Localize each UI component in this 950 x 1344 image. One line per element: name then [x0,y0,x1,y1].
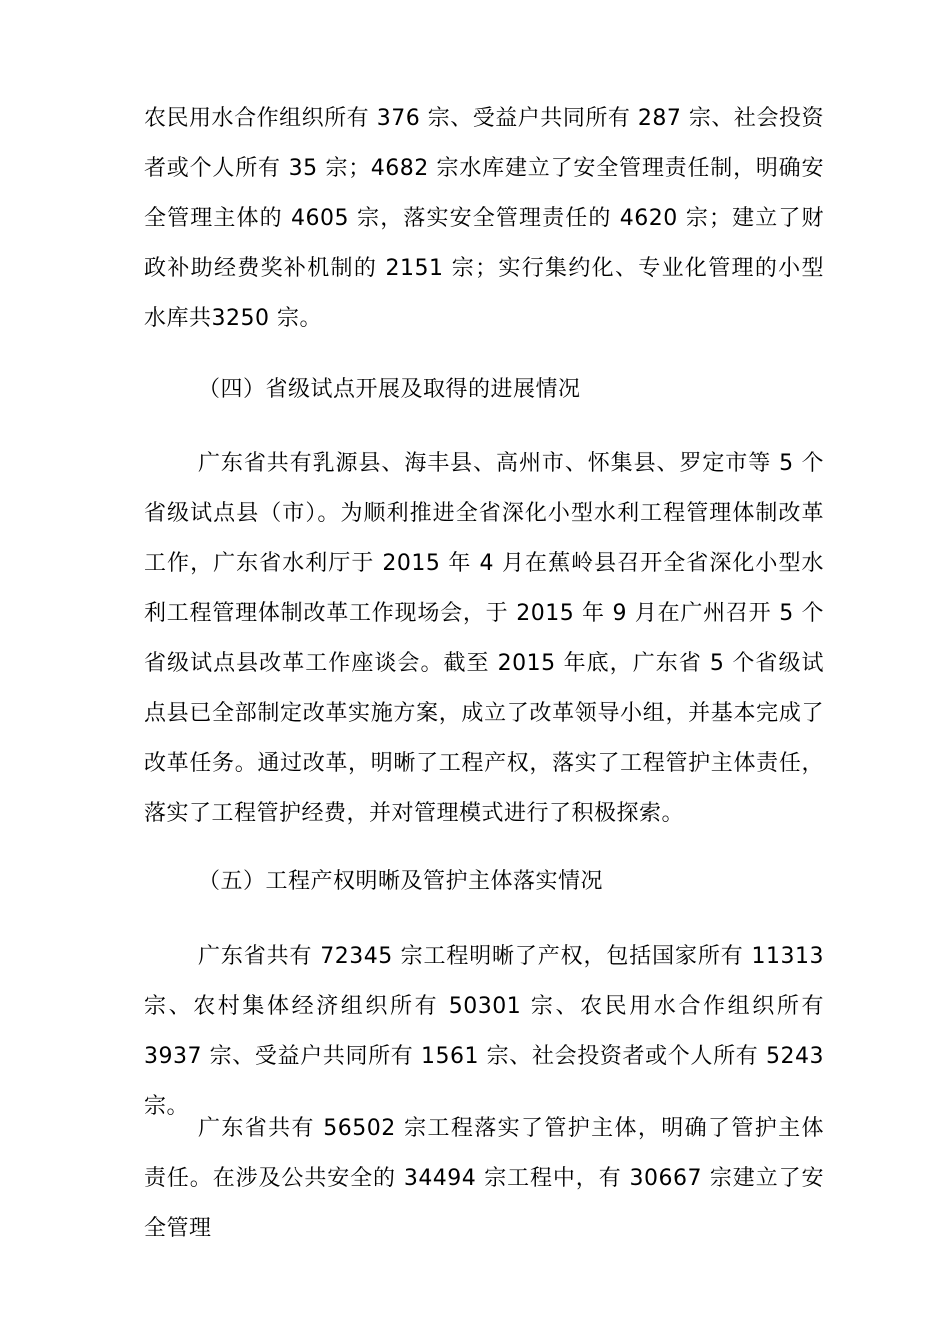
paragraph-pilot-progress [144,439,824,839]
paragraph-continued [144,94,824,344]
paragraph-property-rights [144,932,824,1132]
paragraph-text: 广东省共有 72345 宗工程明晰了产权，包括国家所有 11313 宗、农村集体经济组织所有 50301 宗、农民用水合作组织所有 3937 宗、受益户共同所有 1561 宗、社会投资者或个人所有 5243 宗。 [144,944,824,1119]
paragraph-text: 广东省共有乳源县、海丰县、高州市、怀集县、罗定市等 5 个省级试点县（市）。为顺利推进全省深化小型水利工程管理体制改革工作，广东省水利厅于 2015 年 4 月在蕉岭县召开全省深化小型水利工程管理体制改革工作现场会，于 2015 年 9 月在广州召开 5 个省级试点县改革工作座谈会。截至 2015 年底，广东省 5 个省级试点县已全部制定改革实施方案，成立了改革领导小组，并基本完成了改革任务。通过改革，明晰了工程产权，落实了工程管护主体责任，落实了工程管护经费，并对管理模式进行了积极探索。 [144,451,824,826]
paragraph-text: 广东省共有 56502 宗工程落实了管护主体，明确了管护主体责任。在涉及公共安全的 34494 宗工程中，有 30667 宗建立了安全管理 [144,1116,824,1241]
section-heading-5 [144,857,824,907]
heading-text: （五）工程产权明晰及管护主体落实情况 [198,869,604,894]
paragraph-text: 农民用水合作组织所有 376 宗、受益户共同所有 287 宗、社会投资者或个人所有 35 宗；4682 宗水库建立了安全管理责任制，明确安全管理主体的 4605 宗，落实安全管理责任的 4620 宗；建立了财政补助经费奖补机制的 2151 宗；实行集约化、专业化管理的小型水库共3250 宗。 [144,106,824,331]
section-heading-4 [144,365,824,415]
paragraph-management-entity [144,1104,824,1254]
heading-text: （四）省级试点开展及取得的进展情况 [198,377,581,402]
